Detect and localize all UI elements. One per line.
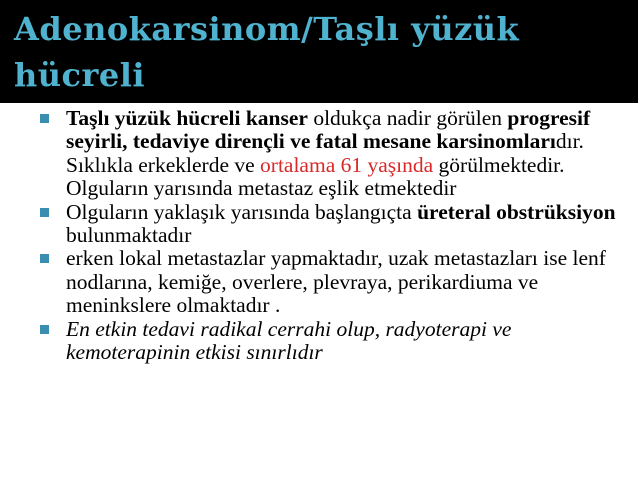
bullet-item-3 — [40, 247, 632, 317]
bullet-1-bold-term: Taşlı yüzük hücreli kanser — [66, 106, 308, 130]
bullet-3-text: erken lokal metastazlar yapmaktadır, uzak metastazları ise lenf nodlarına, kemiğe, overlere, plevraya, perikardiuma ve meninkslere olmaktadır . — [66, 246, 606, 318]
square-bullet-icon — [40, 325, 49, 334]
bullet-1-text-end: görülmektedir. Olguların yarısında metastaz eşlik etmektedir — [66, 152, 565, 201]
bullet-item-1 — [40, 107, 632, 201]
bullet-2-text: Olguların yaklaşık yarısında başlangıçta — [66, 199, 418, 224]
square-bullet-icon — [40, 254, 49, 263]
bullet-1-text: oldukça nadir görülen — [307, 106, 508, 130]
title-bar — [0, 0, 638, 103]
bullet-2-text-end: bulunmaktadır — [66, 223, 192, 248]
square-bullet-icon — [40, 208, 49, 217]
bullet-1-text-suffix: dır. Sıklıkla erkeklerde ve — [66, 129, 584, 177]
bullet-item-4 — [40, 318, 632, 365]
bullet-item-2 — [40, 201, 632, 248]
square-bullet-icon — [40, 114, 49, 123]
bullet-4-italic-text: En etkin tedavi radikal cerrahi olup, radyoterapi ve kemoterapinin etkisi sınırlıdır — [66, 316, 512, 365]
bullet-list — [40, 107, 632, 364]
bullet-1-highlight-age: ortalama 61 yaşında — [260, 152, 434, 177]
bullet-2-bold-term: üreteral obstrüksiyon — [417, 199, 616, 224]
bullet-1-bold-description: progresif seyirli, tedaviye dirençli ve fatal mesane karsinomları — [66, 106, 591, 154]
slide-title: Adenokarsinom/Taşlı yüzük hücreli — [14, 10, 520, 94]
